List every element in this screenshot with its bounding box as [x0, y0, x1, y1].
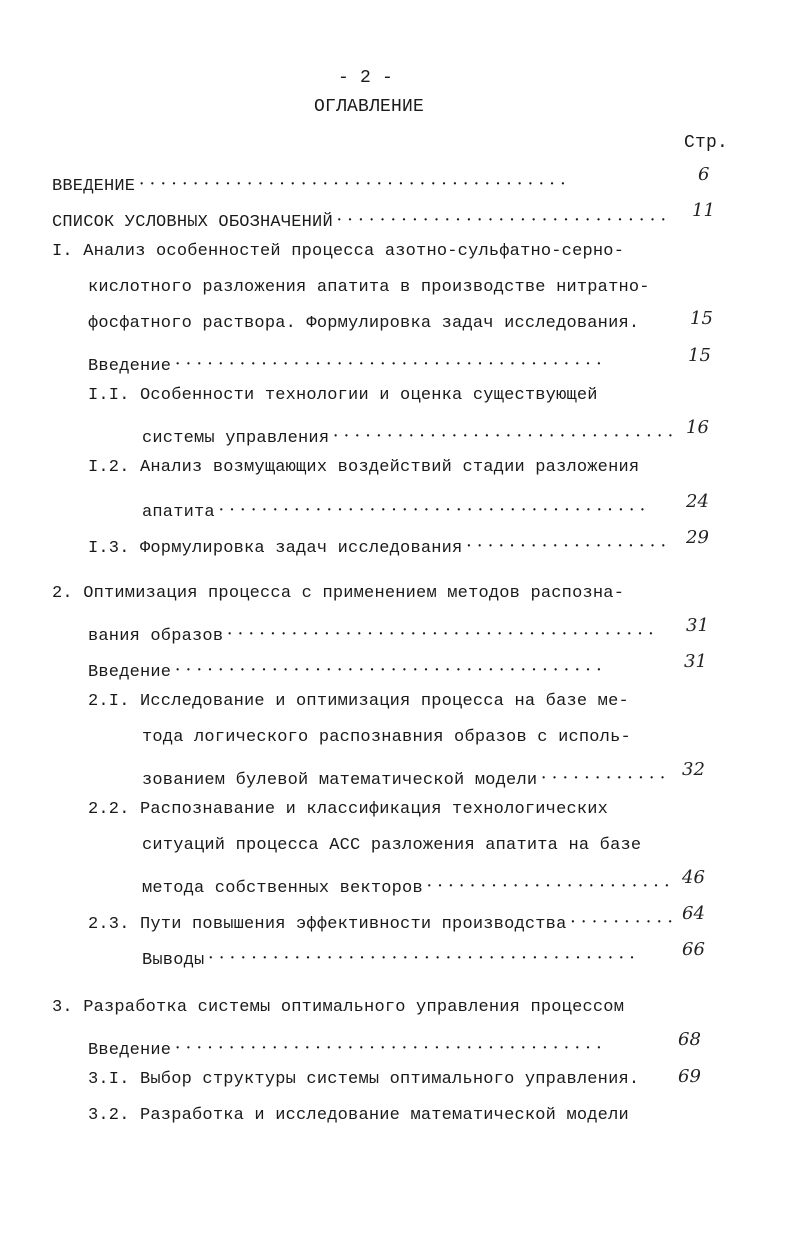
toc-page-number: 69: [678, 1066, 701, 1087]
toc-entry-section-1-3: [88, 522, 672, 558]
toc-page-number: 6: [698, 164, 710, 185]
toc-entry-chapter-1-line-3: фосфатного раствора. Формулировка задач исследования.: [88, 314, 640, 333]
toc-entry-text: зованием булевой математической модели: [142, 771, 538, 790]
page-column-label: Стр.: [684, 133, 729, 153]
toc-entry-text: Введение: [88, 357, 172, 376]
toc-entry-chapter-3-line-1: 3. Разработка системы оптимального управления процессом: [52, 998, 625, 1017]
toc-entry-text: 2.3. Пути повышения эффективности производства: [88, 915, 567, 934]
toc-entry-section-2-1-line-2: тода логического распознавния образов с исполь-: [142, 728, 631, 747]
toc-entry-text: метода собственных векторов: [142, 879, 423, 898]
toc-page-number: 24: [686, 491, 709, 512]
toc-entry-section-2-2-line-3: [142, 862, 672, 898]
toc-entry-section-1-1-line-1: I.I. Особенности технологии и оценка существующей: [88, 386, 598, 405]
toc-page-number: 15: [690, 308, 713, 329]
toc-entry-section-2-1-line-3: [142, 754, 672, 790]
toc-entry-chapter-1-intro: [88, 340, 672, 376]
toc-entry-section-2-2-line-1: 2.2. Распознавание и классификация технологических: [88, 800, 609, 819]
toc-entry-chapter-2-conclusions: [142, 934, 672, 970]
leader-dots: [466, 539, 672, 558]
leader-dots: [337, 213, 672, 232]
leader-dots: [175, 357, 672, 376]
toc-entry-introduction: [52, 160, 672, 196]
leader-dots: [219, 503, 672, 522]
toc-entry-text: Введение: [88, 1041, 172, 1060]
toc-entry-section-2-3: [88, 898, 672, 934]
toc-entry-text: СПИСОК УСЛОВНЫХ ОБОЗНАЧЕНИЙ: [52, 213, 333, 232]
leader-dots: [175, 663, 672, 682]
leader-dots: [570, 915, 672, 934]
toc-entry-section-1-2-line-2: [142, 486, 672, 522]
leader-dots: [227, 627, 672, 646]
leader-dots: [208, 951, 672, 970]
page-title: ОГЛАВЛЕНИЕ: [314, 97, 425, 117]
toc-entry-chapter-1-line-1: I. Анализ особенностей процесса азотно-сульфатно-серно-: [52, 242, 625, 261]
toc-entry-text: Введение: [88, 663, 172, 682]
leader-dots: [333, 429, 672, 448]
leader-dots: [175, 1041, 672, 1060]
toc-entry-text: ВВЕДЕНИЕ: [52, 177, 136, 196]
leader-dots: [139, 177, 672, 196]
toc-page-number: 11: [692, 200, 715, 221]
toc-page-number: 31: [684, 651, 707, 672]
toc-entry-section-2-2-line-2: ситуаций процесса АСС разложения апатита на базе: [142, 836, 642, 855]
toc-page-number: 29: [686, 527, 709, 548]
toc-entry-chapter-2-line-2: [88, 610, 672, 646]
toc-entry-text: вания образов: [88, 627, 224, 646]
page-number: - 2 -: [338, 68, 394, 88]
toc-page-number: 46: [682, 867, 705, 888]
toc-page-number: 64: [682, 903, 705, 924]
toc-entry-text: системы управления: [142, 429, 330, 448]
toc-page-number: 15: [688, 345, 711, 366]
toc-entry-text: I.3. Формулировка задач исследования: [88, 539, 463, 558]
toc-entry-section-3-2: 3.2. Разработка и исследование математической модели: [88, 1106, 629, 1125]
toc-entry-section-3-1: 3.I. Выбор структуры системы оптимального управления.: [88, 1070, 640, 1089]
toc-page-number: 31: [686, 615, 709, 636]
leader-dots: [541, 771, 672, 790]
toc-entry-chapter-2-line-1: 2. Оптимизация процесса с применением методов распозна-: [52, 584, 625, 603]
toc-page-number: 66: [682, 939, 705, 960]
toc-entry-section-1-2-line-1: I.2. Анализ возмущающих воздействий стадии разложения: [88, 458, 640, 477]
toc-page-number: 16: [686, 417, 709, 438]
toc-entry-symbols: [52, 196, 672, 232]
leader-dots: [427, 879, 672, 898]
toc-page-number: 32: [682, 759, 705, 780]
toc-entry-chapter-3-intro: [88, 1024, 672, 1060]
toc-entry-text: апатита: [142, 503, 215, 522]
toc-entry-section-1-1-line-2: [142, 412, 672, 448]
toc-entry-chapter-1-line-2: кислотного разложения апатита в производстве нитратно-: [88, 278, 650, 297]
toc-page-number: 68: [678, 1029, 701, 1050]
toc-entry-section-2-1-line-1: 2.I. Исследование и оптимизация процесса на базе ме-: [88, 692, 629, 711]
toc-entry-chapter-2-intro: [88, 646, 672, 682]
toc-entry-text: Выводы: [142, 951, 205, 970]
